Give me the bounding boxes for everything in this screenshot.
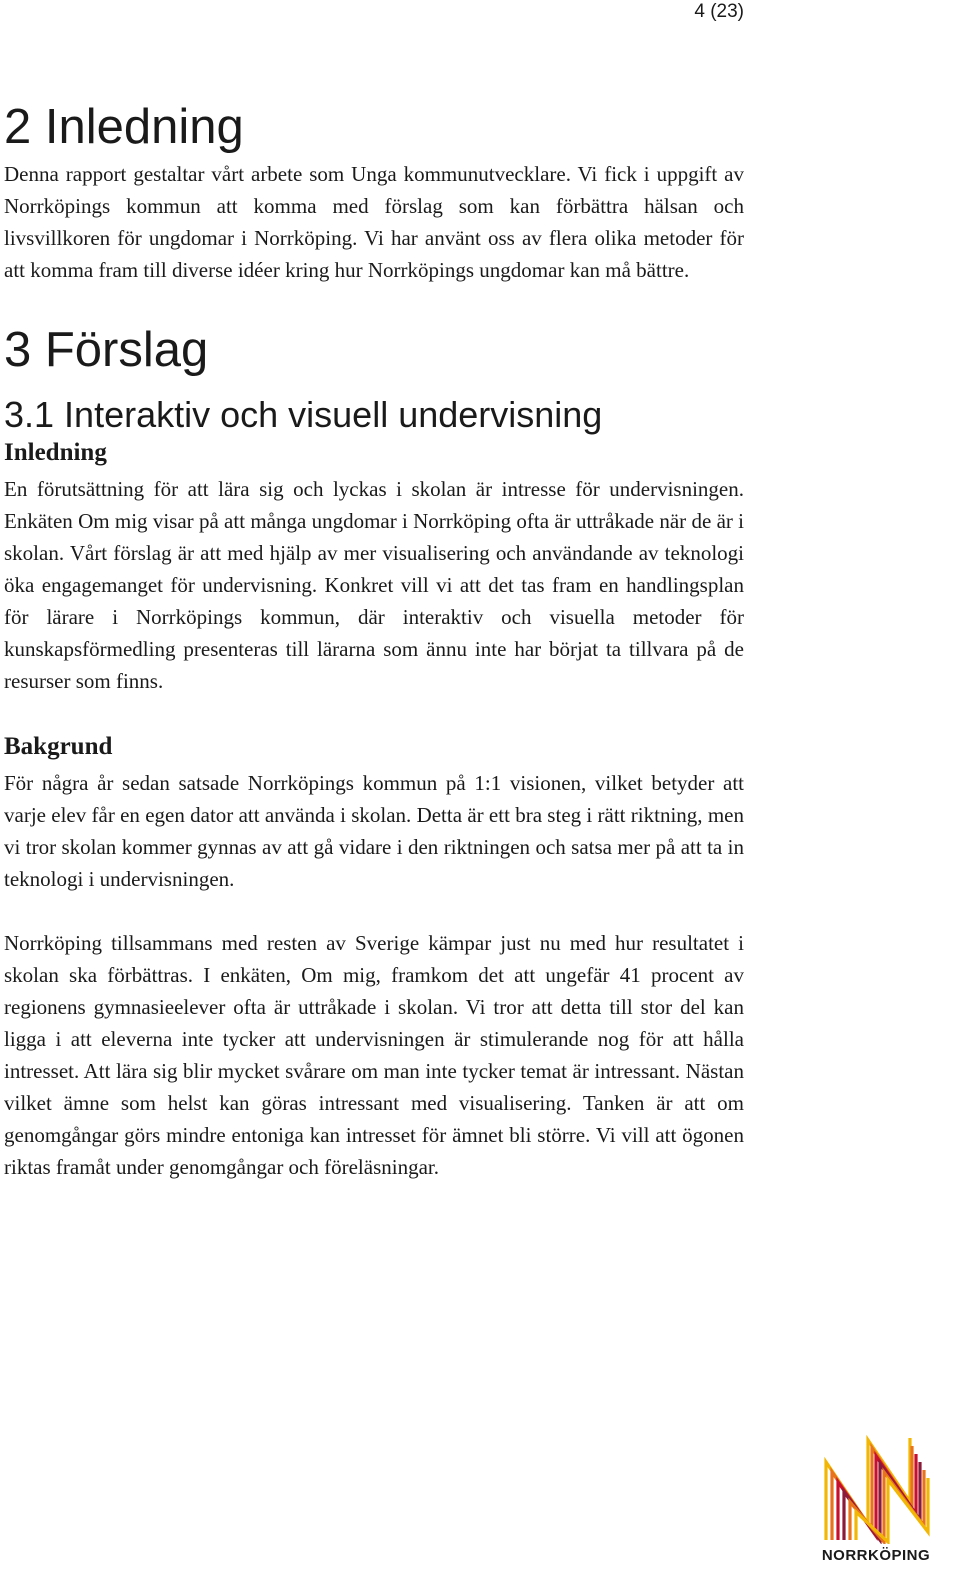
- norrkoping-logo: [806, 1432, 946, 1564]
- document-body: [4, 96, 744, 1183]
- logo-text: NORRKÖPING: [821, 1547, 931, 1564]
- bakgrund-paragraph-1: För några år sedan satsade Norrköpings kommun på 1:1 visionen, vilket betyder att varje elev får en egen dator att använda i skolan. Detta är ett bra steg i rätt riktning, men vi tror skolan kommer gynnas av att gå vidare i den riktningen och satsa mer på att ta in teknologi i undervisningen.: [4, 771, 744, 891]
- section-title-inledning: 2 Inledning: [4, 100, 244, 154]
- inledning-paragraph: Denna rapport gestaltar vårt arbete som Unga kommunutvecklare. Vi fick i uppgift av Norrköpings kommun att komma med förslag som kan förbättra hälsan och livsvillkoren för ungdomar i Norrköping. Vi har använt oss av flera olika metoder för att komma fram till diverse idéer kring hur Norrköpings ungdomar kan må bättre.: [4, 162, 744, 282]
- subsection-title: 3.1 Interaktiv och visuell undervisning: [4, 394, 603, 435]
- section-title-forslag: 3 Förslag: [4, 323, 209, 377]
- sub-inledning-paragraph: En förutsättning för att lära sig och lyckas i skolan är intresse för undervisningen. Enkäten Om mig visar på att många ungdomar i Norrköping ofta är uttråkade när de är i skolan. Vårt förslag är att med hjälp av mer visualisering och användande av teknologi öka engagemanget för undervisning. Konkret vill vi att det tas fram en handlingsplan för lärare i Norrköpings kommun, där interaktiv och visuella metoder för kunskapsförmedling presenteras till lärarna som ännu inte har börjat ta tillvara på de resurser som finns.: [4, 477, 744, 693]
- heading-inledning: Inledning: [4, 439, 107, 466]
- norrkoping-logo-mark-icon: [806, 1432, 946, 1544]
- bakgrund-paragraph-2: Norrköping tillsammans med resten av Sverige kämpar just nu med hur resultatet i skolan ska förbättras. I enkäten, Om mig, framkom det att ungefär 41 procent av regionens gymnasieelever ofta är uttråkade i skolan. Vi tror att detta till stor del kan ligga i att eleverna inte tycker att undervisningen är stimulerande nog för att hålla intresset. Att lära sig blir mycket svårare om man inte tycker temat är intressant. Nästan vilket ämne som helst kan göras intressant med visualisering. Tanken är att om genomgångar görs mindre entoniga kan intresset för ämnet bli större. Vi vill att ögonen riktas framåt under genomgångar och föreläsningar.: [4, 931, 744, 1179]
- heading-bakgrund: Bakgrund: [4, 733, 113, 760]
- page-number: 4 (23): [694, 1, 744, 22]
